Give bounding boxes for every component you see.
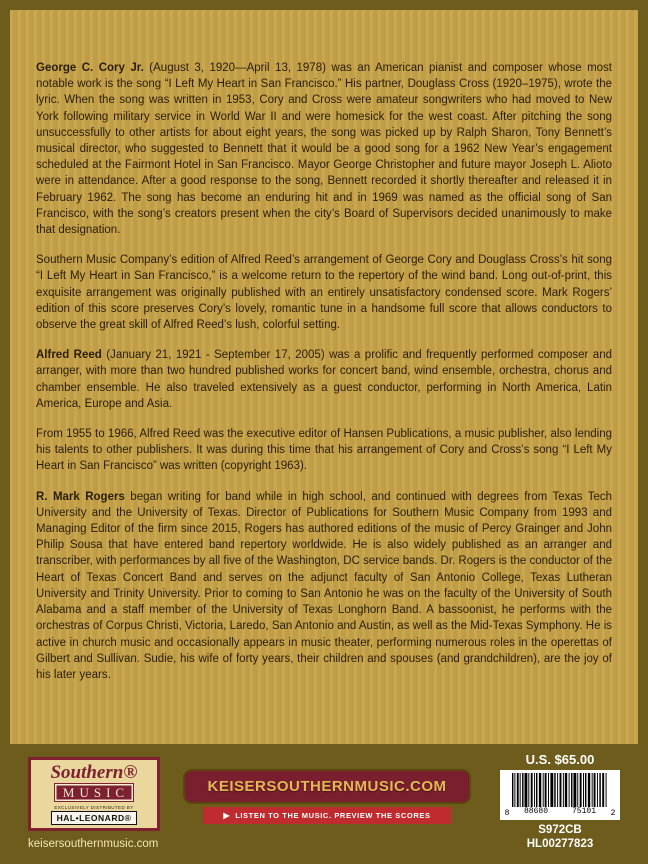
- bio-name: Alfred Reed: [36, 349, 102, 362]
- hal-leonard-number: HL00277823: [526, 838, 594, 850]
- southern-script-wordmark: Southern®: [50, 762, 138, 783]
- distribution-note: EXCLUSIVELY DISTRIBUTED BY: [54, 805, 134, 810]
- bio-text: (January 21, 1921 - September 17, 2005) was a prolific and frequently performed composer and arranger, with more than two hundred published works for concert band, wind ensemble, orchestra, chorus and chamber ensemble. He also traveled extensively as a guest conductor, performing in North America, Latin America, Europe and Asia.: [36, 349, 612, 410]
- catalog-number: S972CB: [538, 824, 582, 836]
- barcode-bars: [512, 773, 608, 807]
- price-label: U.S. $65.00: [525, 752, 595, 767]
- bio-text: (August 3, 1920—April 13, 1978) was an American pianist and composer whose most notable work is the song “I Left My Heart in San Francisco.” His partner, Douglass Cross (1920–1975), wrote the lyric. When the song was written in 1953, Cory and Cross were amateur songwriters who had moved to New York following military service in World War II and were homesick for the west coast. After pitching the song unsuccessfully to other artists for about eight years, the song was picked up by Ralph Sharon, Tony Bennett’s musical director, who suggested to Bennett that it would be a good song for a 1962 New Year’s engagement scheduled at the Fairmont Hotel in San Francisco. Mayor George Christopher and future mayor Joseph L. Alioto were in attendance. After a good response to the song, Bennett recorded it shortly thereafter and released it in February 1962. The song has become an enduring hit and in 1969 was named as the official song of San Francisco, with the song’s creators present when the city’s Board of Supervisors decided unanimously to make that designation.: [36, 62, 612, 237]
- southern-music-logo: [28, 757, 160, 831]
- bio-name: George C. Cory Jr.: [36, 62, 144, 74]
- bio-name: R. Mark Rogers: [36, 490, 125, 503]
- edition-paragraph: [36, 252, 612, 333]
- footer-bar: [0, 744, 648, 864]
- barcode-bars-block: [512, 773, 608, 818]
- play-icon: ▶: [223, 810, 231, 820]
- bio-text: Southern Music Company’s edition of Alfred Reed’s arrangement of George Cory and Douglass Cross’s hit song “I Left My Heart in San Francisco,” is a welcome return to the repertory of the wind band. Long out-of-print, this exquisite arrangement was originally published with an entirely unsatisfactory condensed score. Mark Rogers’ edition of this score preserves Cory’s lovely, romantic tune in a handsome full score that allows conductors to observe the great skill of Alfred Reed’s lush, colorful setting.: [36, 254, 612, 332]
- listen-banner: [203, 807, 451, 824]
- bio-text: From 1955 to 1966, Alfred Reed was the executive editor of Hansen Publications, a music publisher, also lending his talents to other publishers. It was during this time that his arrangement of Cory and Cross’s song “I Left My Heart in San Francisco” was written (copyright 1963).: [36, 428, 612, 473]
- music-wordmark: MUSIC: [54, 783, 134, 802]
- bio-paragraph-cory: [36, 60, 612, 238]
- bio-paragraph-rogers: [36, 489, 612, 683]
- barcode-group2: 75101: [571, 807, 596, 816]
- keiser-website-banner: KEISERSOUTHERNMUSIC.COM: [183, 769, 471, 804]
- website-url-left: keisersouthernmusic.com: [28, 838, 159, 850]
- bio-paragraph-reed: [36, 347, 612, 412]
- bio-text: began writing for band while in high school, and continued with degrees from Texas Tech University and the University of Texas. Director of Publications for Southern Music Company from 1993 and Managing Editor of the firm since 2015, Rogers has authored editions of the music of Percy Grainger and John Philip Sousa that have entered band repertory worldwide. He is also widely published as an arranger and transcriber, with performances by all five of the Washington, DC service bands. Dr. Rogers is the conductor of the Heart of Texas Concert Band and serves on the adjunct faculty of San Antonio College, Texas Lutheran University and Trinity University. Prior to coming to San Antonio he was on the faculty of the University of South Alabama and a staff member of the University of Texas Longhorn Band. A bassoonist, he performs with the orchestras of Corpus Christi, Victoria, Laredo, San Antonio and Austin, as well as the Mid-Texas Symphony. He is active in church music and occasionally appears in music theater, performing numerous roles in the operettas of Gilbert and Sullivan. Sudie, his wife of forty years, their children and spouses (and grandchildren), are the joy of his later years.: [36, 490, 613, 681]
- barcode: [500, 770, 620, 820]
- hal-leonard-logo: HAL•LEONARD®: [51, 811, 138, 825]
- barcode-right-digit: 2: [610, 809, 616, 818]
- barcode-group1: 88680: [523, 807, 548, 816]
- reed-history-paragraph: [36, 426, 612, 475]
- barcode-left-digit: 8: [504, 809, 510, 818]
- liner-notes: [36, 60, 612, 697]
- barcode-digits: [512, 807, 608, 816]
- listen-banner-text: LISTEN TO THE MUSIC. PREVIEW THE SCORES: [235, 811, 431, 820]
